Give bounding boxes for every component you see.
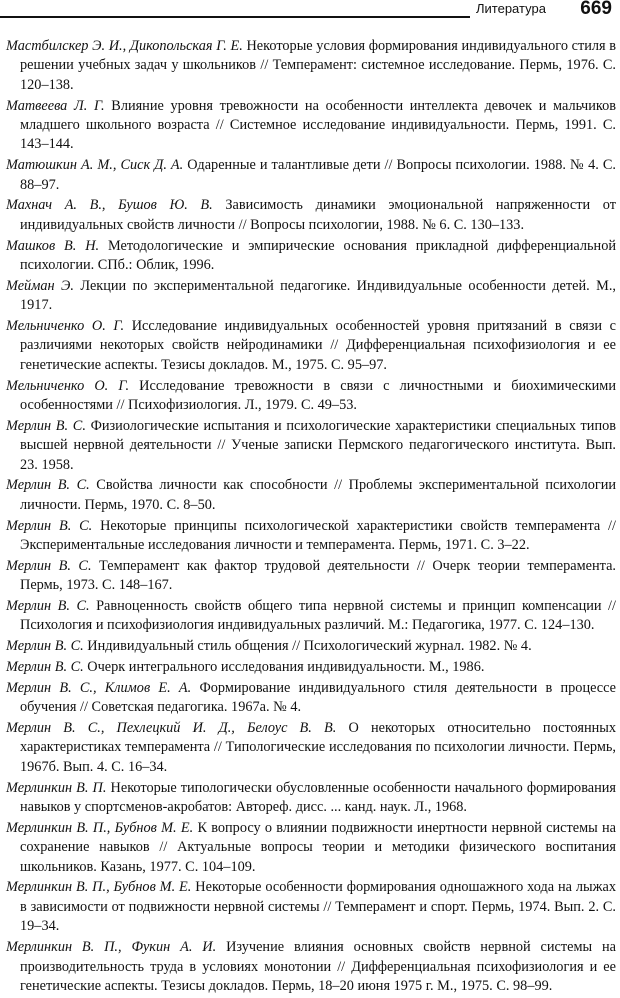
- reference-text: Зависимость динамики эмоциональной напряженности от индивидуальных свойств личности // Вопросы психологии, 1988. № 6. С. 130–133.: [20, 197, 616, 233]
- reference-authors: Машков В. Н.: [6, 237, 100, 254]
- page-number: 669: [580, 0, 612, 19]
- reference-authors: Мерлин В. С.: [6, 598, 90, 615]
- reference-authors: Мерлинкин В. П.: [6, 779, 107, 796]
- reference-text: Методологические и эмпирические основания прикладной дифференциальной психологии. СПб.: Облик, 1996.: [20, 237, 616, 274]
- reference-entry: [6, 658, 616, 677]
- reference-authors: Мельниченко О. Г.: [6, 377, 130, 394]
- reference-text: Исследование индивидуальных особенностей уровня притязаний в связи с различиями некоторых свойств нейродинамики // Дифференциальная психофизиология и ее генетические аспекты. Тезисы докладов. М., 1975. С. 95–97.: [20, 318, 616, 373]
- reference-entry: [6, 597, 616, 636]
- reference-authors: Мельниченко О. Г.: [6, 318, 125, 335]
- reference-authors: Мерлин В. С., Климов Е. А.: [6, 679, 192, 696]
- reference-text: Изучение влияния основных свойств нервной системы на производительность труда в условиях монотонии // Дифференциальная психофизиология и ее генетические аспекты. Тезисы докладов. Пермь, 18–20 июня 1975 г. М., 1975. С. 98–99.: [20, 939, 616, 994]
- reference-text: Некоторые особенности формирования одношажного хода на лыжах в зависимости от подвижности нервной системы // Темперамент и спорт. Пермь, 1974. Вып. 2. С. 19–34.: [20, 879, 617, 935]
- reference-text: Физиологические испытания и психологические характеристики специальных типов высшей нервной деятельности // Ученые записки Пермского педагогического института. Вып. 23. 1958.: [20, 417, 616, 473]
- reference-entry: [6, 476, 616, 515]
- reference-entry: [6, 637, 616, 656]
- reference-authors: Мерлинкин В. П., Фукин А. И.: [6, 939, 217, 956]
- reference-entry: [6, 237, 616, 276]
- reference-text: Одаренные и талантливые дети // Вопросы психологии. 1988. № 4. С. 88–97.: [20, 157, 616, 193]
- reference-text: Влияние уровня тревожности на особенности интеллекта девочек и мальчиков младшего школьного возраста // Системное исследование индивидуальности. Пермь, 1991. С. 143–144.: [20, 97, 616, 153]
- running-header: [0, 0, 620, 24]
- reference-entry: [6, 277, 616, 316]
- reference-authors: Мерлин В. С., Пехлецкий И. Д., Белоус В. В.: [6, 720, 337, 737]
- section-title: Литература: [476, 1, 546, 16]
- reference-entry: [6, 679, 616, 718]
- reference-authors: Мейман Э.: [6, 277, 74, 294]
- reference-entry: [6, 557, 616, 596]
- reference-text: О некоторых относительно постоянных характеристиках темперамента // Типологические исследования по психологии личности. Пермь, 1967б. Вып. 4. С. 16–34.: [20, 720, 617, 775]
- reference-entry: [6, 37, 616, 95]
- header-rule: [0, 16, 470, 18]
- reference-entry: [6, 156, 616, 195]
- reference-authors: Мерлин В. С.: [6, 659, 84, 676]
- reference-authors: Мерлинкин В. П., Бубнов М. Е.: [6, 819, 194, 836]
- reference-entry: [6, 819, 616, 877]
- reference-authors: Мерлин В. С.: [6, 557, 92, 574]
- reference-authors: Мерлин В. С.: [6, 417, 86, 434]
- reference-list: [6, 37, 616, 998]
- reference-text: К вопросу о влиянии подвижности инертности нервной системы на сохранение навыков // Актуальные вопросы теории и методики физического воспитания школьников. Казань, 1977. С. 104–109.: [20, 819, 616, 875]
- reference-text: Темперамент как фактор трудовой деятельности // Очерк теории темперамента. Пермь, 1973. С. 148–167.: [20, 557, 616, 594]
- reference-authors: Мерлин В. С.: [6, 638, 84, 655]
- reference-text: Равноценность свойств общего типа нервной системы и принцип компенсации // Психология и психофизиология индивидуальных различий. М.: Педагогика, 1977. С. 124–130.: [20, 598, 616, 634]
- reference-authors: Мерлин В. С.: [6, 517, 93, 534]
- reference-entry: [6, 377, 616, 416]
- reference-entry: [6, 719, 616, 777]
- reference-text: Свойства личности как способности // Проблемы экспериментальной психологии личности. Пермь, 1970. С. 8–50.: [20, 477, 617, 513]
- reference-text: Некоторые условия формирования индивидуального стиля в решении учебных задач у школьников // Темперамент: системное исследование. Пермь, 1976. С. 120–138.: [20, 38, 616, 93]
- reference-text: Лекции по экспериментальной педагогике. Индивидуальные особенности детей. М., 1917.: [20, 277, 616, 314]
- reference-entry: [6, 878, 616, 936]
- reference-entry: [6, 97, 616, 155]
- reference-entry: [6, 779, 616, 818]
- reference-text: Некоторые принципы психологической характеристики свойств темперамента // Экспериментальные исследования личности и темперамента. Пермь, 1971. С. 3–22.: [20, 517, 617, 554]
- reference-authors: Махнач А. В., Бушов Ю. В.: [6, 197, 213, 214]
- reference-authors: Матвеева Л. Г.: [6, 97, 105, 114]
- reference-entry: [6, 196, 616, 235]
- reference-authors: Мерлинкин В. П., Бубнов М. Е.: [6, 879, 192, 896]
- reference-text: Очерк интегрального исследования индивидуальности. М., 1986.: [87, 659, 485, 676]
- reference-entry: [6, 317, 616, 375]
- reference-authors: Мастбилскер Э. И., Дикопольская Г. Е.: [6, 38, 243, 54]
- reference-text: Формирование индивидуального стиля деятельности в процессе обучения // Советская педагогика. 1967а. № 4.: [20, 679, 617, 716]
- reference-text: Некоторые типологически обусловленные особенности начального формирования навыков у спортсменов-акробатов: Автореф. дисс. ... канд. наук. Л., 1968.: [20, 779, 616, 816]
- reference-text: Исследование тревожности в связи с личностными и биохимическими особенностями // Психофизиология. Л., 1979. С. 49–53.: [20, 377, 616, 414]
- reference-authors: Матюшкин А. М., Сиск Д. А.: [6, 157, 184, 174]
- reference-entry: [6, 417, 616, 475]
- reference-authors: Мерлин В. С.: [6, 477, 90, 494]
- reference-entry: [6, 517, 616, 556]
- reference-text: Индивидуальный стиль общения // Психологический журнал. 1982. № 4.: [87, 638, 532, 655]
- reference-entry: [6, 938, 616, 996]
